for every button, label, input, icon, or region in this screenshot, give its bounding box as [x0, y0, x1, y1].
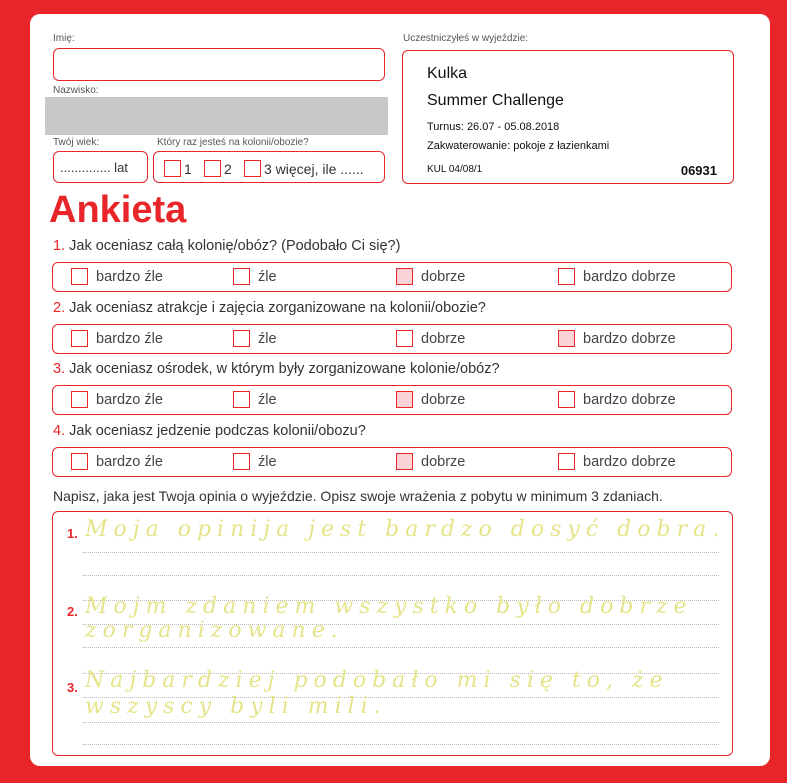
rating-label: źle — [258, 330, 277, 347]
rating-checkbox[interactable] — [396, 330, 413, 347]
rating-option[interactable] — [71, 391, 163, 408]
rating-option[interactable] — [233, 330, 277, 347]
camp-number: 06931 — [680, 163, 717, 178]
dotted-line — [83, 722, 719, 723]
dotted-line — [83, 552, 719, 553]
handwriting-line: Najbardziej podobało mi się to, że — [85, 668, 669, 693]
rating-label: bardzo źle — [96, 268, 163, 285]
rating-label: bardzo dobrze — [583, 453, 676, 470]
question-4-options — [52, 447, 732, 477]
opinion-prompt: Napisz, jaka jest Twoja opinia o wyjeździe. Opisz swoje wrażenia z pobytu w minimum 3 zdaniach. — [53, 488, 663, 504]
question-number: 4. — [53, 423, 66, 439]
rating-option[interactable] — [396, 391, 465, 408]
rating-checkbox[interactable] — [558, 330, 575, 347]
rating-label: bardzo źle — [96, 330, 163, 347]
ktory-raz-option-1[interactable] — [164, 160, 192, 177]
ktory-raz-option-3[interactable] — [244, 160, 364, 177]
question-4 — [53, 423, 366, 439]
checkbox[interactable] — [244, 160, 261, 177]
top-border — [0, 0, 787, 14]
rating-option[interactable] — [71, 453, 163, 470]
rating-checkbox[interactable] — [71, 330, 88, 347]
ktory-raz-label: Który raz jesteś na kolonii/obozie? — [157, 137, 309, 148]
option-label: 1 — [184, 160, 192, 177]
rating-label: źle — [258, 268, 277, 285]
rating-checkbox[interactable] — [233, 268, 250, 285]
rating-option[interactable] — [396, 453, 465, 470]
rating-checkbox[interactable] — [233, 453, 250, 470]
imie-field[interactable] — [53, 48, 385, 81]
option-label: 2 — [224, 160, 232, 177]
rating-label: źle — [258, 453, 277, 470]
rating-option[interactable] — [558, 268, 676, 285]
rating-label: bardzo źle — [96, 391, 163, 408]
rating-option[interactable] — [233, 268, 277, 285]
dotted-line — [83, 575, 719, 576]
question-1 — [53, 238, 400, 254]
question-number: 3. — [53, 361, 66, 377]
question-number: 2. — [53, 300, 66, 316]
checkbox[interactable] — [204, 160, 221, 177]
rating-label: dobrze — [421, 391, 466, 408]
rating-option[interactable] — [233, 391, 277, 408]
uczestnik-label: Uczestniczyłeś w wyjeździe: — [403, 33, 529, 44]
camp-program: Summer Challenge — [427, 92, 564, 109]
rating-label: bardzo dobrze — [583, 268, 676, 285]
question-3 — [53, 361, 500, 377]
handwriting-line: zorganizowane. — [85, 618, 344, 643]
question-text: Jak oceniasz całą kolonię/obóz? (Podobało Ci się?) — [69, 238, 401, 254]
rating-label: źle — [258, 391, 277, 408]
checkbox[interactable] — [164, 160, 181, 177]
handwriting-line: wszyscy byli mili. — [85, 694, 387, 719]
question-3-options — [52, 385, 732, 415]
opinion-answer-box[interactable] — [52, 511, 733, 756]
rating-option[interactable] — [71, 330, 163, 347]
rating-checkbox[interactable] — [558, 268, 575, 285]
question-text: Jak oceniasz atrakcje i zajęcia zorganizowane na kolonii/obozie? — [69, 300, 486, 316]
survey-title: Ankieta — [49, 189, 187, 231]
camp-name: Kulka — [427, 65, 468, 82]
rating-option[interactable] — [71, 268, 163, 285]
rating-checkbox[interactable] — [71, 268, 88, 285]
nazwisko-redaction — [45, 97, 388, 135]
camp-info-box — [402, 50, 734, 184]
wiek-field[interactable] — [53, 151, 148, 183]
line-number-2: 2. — [67, 604, 78, 619]
nazwisko-label: Nazwisko: — [53, 85, 99, 96]
wiek-label: Twój wiek: — [53, 137, 100, 148]
rating-option[interactable] — [396, 330, 465, 347]
question-2-options — [52, 324, 732, 354]
rating-label: bardzo dobrze — [583, 330, 676, 347]
camp-code: KUL 04/08/1 — [427, 164, 483, 175]
rating-checkbox[interactable] — [396, 453, 413, 470]
imie-label: Imię: — [53, 33, 75, 44]
line-number-3: 3. — [67, 680, 78, 695]
question-text: Jak oceniasz ośrodek, w którym były zorganizowane kolonie/obóz? — [69, 361, 500, 377]
rating-checkbox[interactable] — [71, 453, 88, 470]
rating-checkbox[interactable] — [233, 330, 250, 347]
question-1-options — [52, 262, 732, 292]
handwriting-line: Moja opinija jest bardzo dosyć dobra. — [85, 517, 726, 542]
rating-checkbox[interactable] — [558, 453, 575, 470]
rating-checkbox[interactable] — [233, 391, 250, 408]
wiek-value: .............. lat — [60, 160, 128, 175]
camp-zakwaterowanie: Zakwaterowanie: pokoje z łazienkami — [427, 140, 610, 152]
rating-checkbox[interactable] — [396, 268, 413, 285]
dotted-line — [83, 744, 719, 745]
camp-turnus: Turnus: 26.07 - 05.08.2018 — [427, 121, 560, 133]
rating-label: dobrze — [421, 268, 466, 285]
ktory-raz-option-2[interactable] — [204, 160, 232, 177]
question-number: 1. — [53, 238, 66, 254]
rating-option[interactable] — [233, 453, 277, 470]
option-label: 3 więcej, ile ...... — [264, 160, 364, 177]
question-text: Jak oceniasz jedzenie podczas kolonii/obozu? — [69, 423, 366, 439]
rating-option[interactable] — [396, 268, 465, 285]
rating-checkbox[interactable] — [71, 391, 88, 408]
line-number-1: 1. — [67, 526, 78, 541]
rating-option[interactable] — [558, 453, 676, 470]
rating-label: dobrze — [421, 453, 466, 470]
rating-option[interactable] — [558, 391, 676, 408]
dotted-line — [83, 647, 719, 648]
rating-option[interactable] — [558, 330, 676, 347]
rating-label: dobrze — [421, 330, 466, 347]
rating-label: bardzo dobrze — [583, 391, 676, 408]
rating-checkbox[interactable] — [396, 391, 413, 408]
handwriting-line: Mojm zdaniem wszystko było dobrze — [85, 594, 693, 619]
rating-checkbox[interactable] — [558, 391, 575, 408]
question-2 — [53, 300, 486, 316]
rating-label: bardzo źle — [96, 453, 163, 470]
